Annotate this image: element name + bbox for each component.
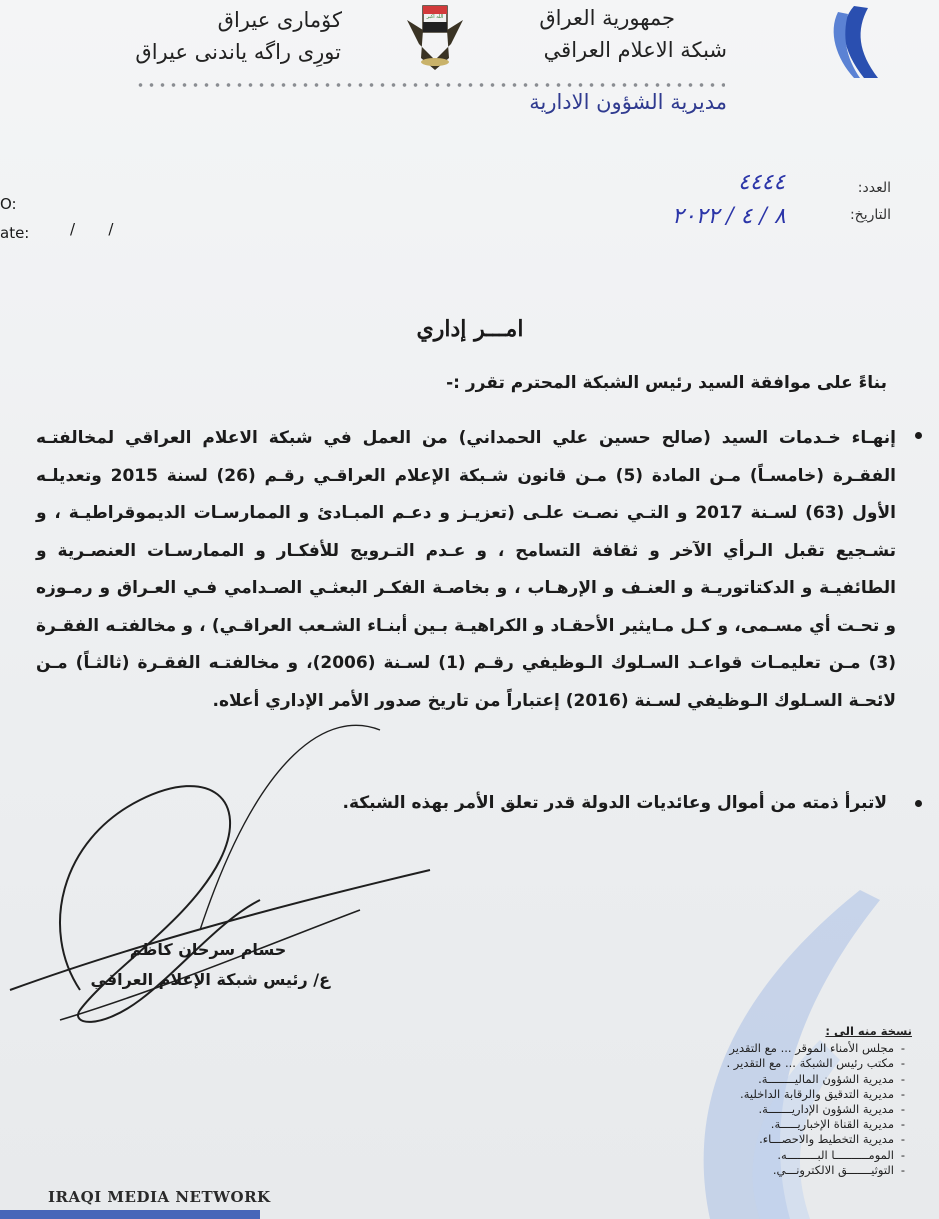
- header-dotted-divider: [135, 82, 725, 88]
- en-date-slashes: / /: [70, 220, 114, 238]
- number-value: ٤٤٤٤: [738, 170, 786, 195]
- list-item: - مجلس الأمناء الموقر ... مع التقدير: [729, 1041, 906, 1056]
- signatory-name: حسام سرحان كاظم: [129, 940, 287, 959]
- signatory-title: ع/ رئيس شبكة الإعلام العراقي: [90, 970, 330, 989]
- document-title: امـــر إداري: [416, 316, 524, 342]
- intro-line: بناءً على موافقة السيد رئيس الشبكة المحترم تقرر :-: [446, 373, 887, 393]
- copies-list: [600, 1024, 912, 1178]
- iraq-emblem: [403, 0, 467, 72]
- en-date-label: ate:: [0, 224, 30, 242]
- list-item: - مديرية التدقيق والرقابة الداخلية.: [740, 1086, 906, 1101]
- bullet-1: [915, 432, 922, 439]
- list-item: - مديرية الشؤون الإداريـــــــة.: [758, 1102, 906, 1117]
- footer-bar: [0, 1210, 260, 1219]
- list-item: - مديرية الشؤون الماليــــــــة.: [758, 1071, 906, 1086]
- header-country-ku: كۆمارى عيراق: [217, 8, 342, 32]
- emblem-text: الله اكبر: [426, 14, 444, 20]
- header-country-ar: جمهورية العراق: [539, 6, 675, 30]
- date-label: التاريخ:: [849, 207, 891, 223]
- en-number-label: O:: [0, 195, 17, 213]
- bullet-2: [915, 800, 922, 807]
- signature-scribble: [0, 690, 500, 1050]
- list-item: - مكتب رئيس الشبكة ... مع التقدير .: [726, 1056, 906, 1071]
- footer-brand: IRAQI MEDIA NETWORK: [48, 1188, 271, 1206]
- header-network-ar: شبكة الاعلام العراقي: [543, 38, 727, 62]
- number-label: العدد:: [857, 180, 891, 196]
- copies-heading: نسخة منه الى :: [825, 1024, 912, 1038]
- list-item: - التوثيـــــــق الالكترونـــي.: [772, 1162, 906, 1177]
- network-logo-icon: [820, 2, 892, 80]
- list-item: - مديرية القناة الإخباريـــــة.: [770, 1117, 906, 1132]
- department-title: مديرية الشؤون الادارية: [529, 90, 727, 114]
- eagle-emblem-icon: [403, 0, 467, 72]
- list-item: - المومــــــــــا البـــــــــه.: [777, 1147, 906, 1162]
- list-item: - مديرية التخطيط والاحصـــاء.: [759, 1132, 906, 1147]
- header-network-ku: تورِى راگه ياندنى عيراق: [135, 40, 341, 64]
- paragraph-termination: إنهـاء خـدمات السيد (صالح حسين علي الحمداني) من العمل في شبكة الاعلام العراقي لمخالفتـه الفقـرة (خامسـاً) مـن المادة (5) مـن قانون شـبكة الإعلام العراقـي رقـم (26) لسنة 2015 وتعديلـه الأول (63) لسـنة 2017 و التـي نصـت علـى (تعزيـز و دعـم المبـادئ و الممارسـات الديموقراطيـة ، و تشـجيع تقبل الـرأي الآخر و ثقافة التسامح ، و عـدم التـرويج للأفكـار و الممارسـات العنصـرية و الطائفيـة و الدكتاتوريـة و العنـف و الإرهـاب ، و بخاصـة الفكـر البعثـي الصـدامي فـي العـراق و رمـوزه و تحـت أي مسـمى، و كـل مـايثير الأحقـاد و الكراهيـة بـين أبنـاء الشـعب العراقـي) ، و مخالفتـه الفقـرة (3) مـن تعليمـات قواعـد السـلوك الـوظيفي رقـم (1) لسـنة (2006)، و مخالفتـه الفقـرة (ثالثـاً) مـن لائحـة السـلوك الـوظيفي لسـنة (2016) إعتباراً من تاريخ صدور الأمر الإداري أعلاه.: [36, 428, 896, 711]
- paragraph-liability: لاتبرأ ذمته من أموال وعائديات الدولة قدر تعلق الأمر بهذه الشبكة.: [342, 793, 887, 813]
- date-value: ٨ / ٤ / ٢٠٢٢: [672, 204, 786, 229]
